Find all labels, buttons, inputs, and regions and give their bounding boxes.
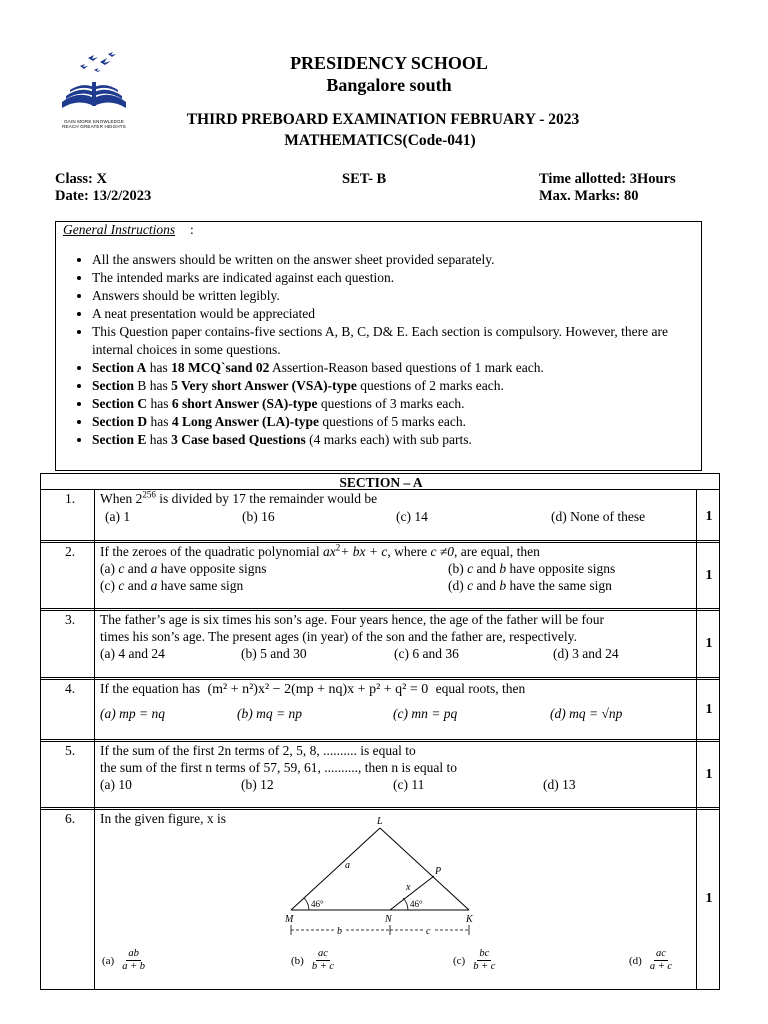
- date-label: Date: 13/2/2023: [55, 188, 152, 204]
- side-ml: [291, 828, 380, 910]
- logo-tagline-2: REACH GREATER HEIGHTS: [62, 124, 126, 129]
- option-b: (b) 12: [241, 777, 274, 792]
- angle-m-label: 46°: [311, 899, 324, 909]
- option-a: (a) $\frac{ab}{a + b}$: [102, 948, 146, 972]
- option-b: (b) mq = np: [237, 706, 302, 721]
- section-d-info: • Section D has 4 Long Answer (LA)-type questions of 5 marks each.: [92, 413, 692, 431]
- option-a: (a) mp = nq: [100, 706, 165, 721]
- instruction-item: • All the answers should be written on the answer sheet provided separately.: [92, 251, 692, 269]
- option-d: (d) 3 and 24: [553, 646, 619, 661]
- equation: (m² + n²)x² − 2(mp + nq)x + p² + q² = 0: [207, 682, 429, 697]
- instruction-item: • A neat presentation would be appreciated: [92, 305, 692, 323]
- logo-tagline-1: GAIN MORE KNOWLEDGE: [63, 119, 125, 124]
- option-b: (b) 16: [242, 509, 275, 524]
- option-a: (a) 10: [100, 777, 132, 792]
- question-number: 3.: [64, 612, 76, 627]
- option-c: (c) $\frac{bc}{b + c}$: [453, 948, 496, 972]
- school-campus: Bangalore south: [326, 75, 452, 95]
- option-b: (b) 5 and 30: [241, 646, 307, 661]
- instructions-title: General Instructions: [63, 222, 176, 237]
- row-divider: [41, 739, 719, 740]
- instruction-item: • Answers should be written legibly.: [92, 287, 692, 305]
- instruction-item: • This Question paper contains-five sections A, B, C, D& E. Each section is compulsory. However, there are internal choices in some questions.: [92, 323, 692, 359]
- option-a: (a) 4 and 24: [100, 646, 165, 661]
- row-divider: [41, 807, 719, 808]
- option-c: (c) 11: [393, 777, 425, 792]
- option-d: (d) 13: [543, 777, 576, 792]
- option-d: (d) $\frac{ac}{a + c}$: [629, 948, 673, 972]
- marks-value: 1: [705, 767, 713, 782]
- row-divider: [41, 540, 719, 541]
- general-instructions-box: [55, 221, 702, 471]
- set-label: SET- B: [342, 171, 387, 187]
- label-p: P: [435, 866, 442, 877]
- label-m: M: [285, 914, 294, 925]
- question-2-text: If the zeroes of the quadratic polynomial $ax^2+$ bx + c, where c ≠0, are equal, then: [100, 542, 540, 559]
- question-3-line-2: times his son’s age. The present ages (in year) of the son and the father are, respectively.: [100, 629, 577, 644]
- option-a: (a) 1: [105, 509, 131, 524]
- row-divider: [41, 677, 719, 678]
- option-c: (c) 14: [396, 509, 428, 524]
- class-label: Class: X: [55, 171, 107, 187]
- section-a-info: • Section A has 18 MCQ`sand 02 Assertion-Reason based questions of 1 mark each.: [92, 359, 692, 377]
- question-number: 5.: [64, 743, 76, 758]
- question-number: 1.: [64, 491, 76, 506]
- question-3-line-1: The father’s age is six times his son’s age. Four years hence, the age of the father will be four: [100, 612, 604, 627]
- label-c: c: [426, 926, 431, 937]
- section-c-info: • Section C has 6 short Answer (SA)-type questions of 3 marks each.: [92, 395, 692, 413]
- section-e-info: • Section E has 3 Case based Questions (4 marks each) with sub parts.: [92, 431, 692, 449]
- marks-value: 1: [705, 568, 713, 583]
- school-name: PRESIDENCY SCHOOL: [290, 53, 488, 73]
- angle-n-label: 46°: [410, 899, 423, 909]
- option-c: (c) c and a have same sign: [100, 578, 244, 593]
- marks-value: 1: [705, 636, 713, 651]
- option-c: (c) mn = pq: [393, 706, 458, 721]
- instruction-item: • The intended marks are indicated against each question.: [92, 269, 692, 287]
- label-n: N: [385, 914, 392, 925]
- option-d: (d) c and b have the same sign: [448, 578, 612, 593]
- question-5-line-1: If the sum of the first 2n terms of 2, 5, 8, .......... is equal to: [100, 743, 416, 758]
- questions-table: [40, 473, 720, 990]
- option-b: (b) $\frac{ac}{b + c}$: [291, 948, 335, 972]
- time-label: Time allotted: 3Hours: [539, 171, 676, 187]
- exam-title: THIRD PREBOARD EXAMINATION FEBRUARY - 2023: [186, 111, 580, 128]
- instructions-list: [56, 251, 692, 449]
- label-l: L: [377, 816, 383, 827]
- question-6-text: In the given figure, x is: [100, 811, 226, 826]
- triangle-figure: [279, 812, 489, 944]
- max-marks-label: Max. Marks: 80: [539, 188, 639, 204]
- marks-value: 1: [705, 509, 713, 524]
- question-5-line-2: the sum of the first n terms of 57, 59, 61, .........., then n is equal to: [100, 760, 457, 775]
- question-number: 4.: [64, 681, 76, 696]
- subject-title: MATHEMATICS(Code-041): [284, 132, 476, 149]
- question-number: 2.: [64, 544, 76, 559]
- marks-value: 1: [705, 891, 713, 906]
- option-c: (c) 6 and 36: [394, 646, 459, 661]
- side-lk: [380, 828, 469, 910]
- label-b: b: [337, 926, 342, 937]
- question-number: 6.: [64, 811, 76, 826]
- row-divider: [41, 608, 719, 609]
- marks-value: 1: [705, 702, 713, 717]
- label-a: a: [345, 860, 350, 871]
- question-4-text: If the equation has (m² + n²)x² − 2(mp + nq)x + p² + q² = 0 equal roots, then: [100, 681, 526, 697]
- label-k: K: [466, 914, 473, 925]
- angle-arc-m: [304, 898, 309, 910]
- option-b: (b) c and b have opposite signs: [448, 561, 616, 576]
- question-1-text: When $2^{256}$ is divided by 17 the remainder would be: [100, 489, 378, 506]
- column-divider: [696, 489, 697, 990]
- section-a-title: SECTION – A: [339, 475, 423, 490]
- section-b-info: • Section B has 5 Very short Answer (VSA)-type questions of 2 marks each.: [92, 377, 692, 395]
- option-d: (d) None of these: [551, 509, 646, 524]
- option-a: (a) c and a have opposite signs: [100, 561, 267, 576]
- option-d: (d) mq = √np: [550, 706, 623, 721]
- label-x: x: [406, 882, 411, 893]
- instructions-title-colon: :: [190, 222, 194, 237]
- column-divider: [94, 489, 95, 990]
